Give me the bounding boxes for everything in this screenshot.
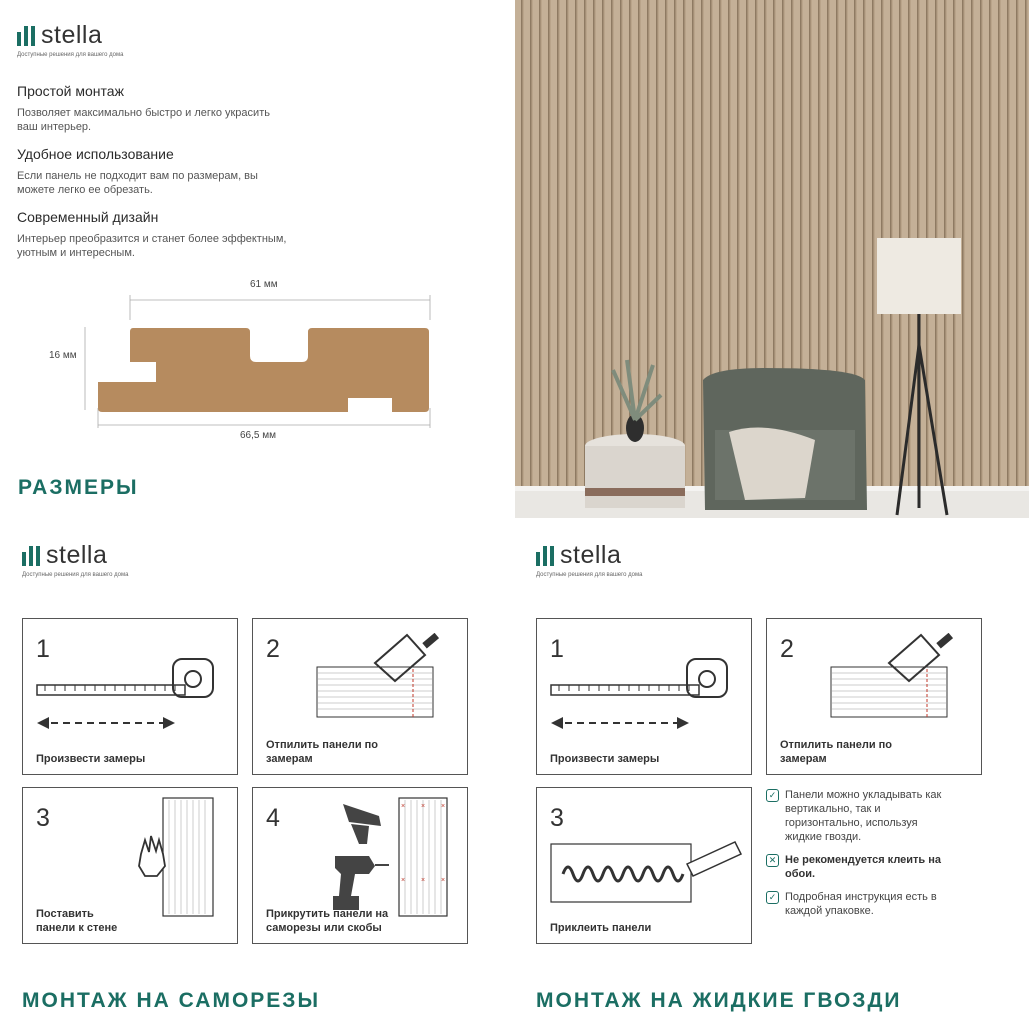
brand-logo [536,541,622,569]
logo-mark-icon [17,26,35,46]
brand-tagline: Доступные решения для вашего дома [22,572,129,578]
feature-title: Современный дизайн [17,209,159,225]
step-card-3 [22,787,238,944]
brand-name: stella [560,541,622,569]
brand-name: stella [41,21,103,49]
step-caption: Отпилить панели по замерам [266,739,378,765]
step-number: 3 [36,804,50,832]
section-heading-glue: МОНТАЖ НА ЖИДКИЕ ГВОЗДИ [536,989,902,1012]
step-caption: Прикрутить панели на саморезы или скобы [266,908,389,934]
step-caption: Произвести замеры [550,753,660,765]
brand-tagline: Доступные решения для вашего дома [17,52,124,58]
brand-logo [17,21,103,49]
step-number: 2 [266,635,280,663]
note-item [766,853,956,881]
step-caption: Произвести замеры [36,753,146,765]
step-card-2 [252,618,468,775]
svg-text:×: × [401,877,406,884]
interior-photo [515,0,1029,518]
note-text: Подробная инструкция есть в каждой упаковке. [785,891,937,917]
section-heading-screws: МОНТАЖ НА САМОРЕЗЫ [22,989,321,1012]
step-card-1 [22,618,238,775]
glue-gun-icon [549,836,745,906]
saw-icon [313,633,463,719]
check-icon: ✓ [766,789,779,802]
step-card-1 [536,618,752,775]
note-text: Панели можно укладывать как вертикально, так и горизонтально, используя жидкие гвозди. [785,789,942,843]
brand-tagline: Доступные решения для вашего дома [536,572,643,578]
dimension-bottom-width: 66,5 мм [240,430,276,441]
feature-text: Позволяет максимально быстро и легко украсить ваш интерьер. [17,107,270,133]
svg-text:×: × [401,803,406,810]
feature-title: Простой монтаж [17,83,124,99]
saw-icon [827,633,977,719]
logo-mark-icon [22,546,40,566]
dimension-top-width: 61 мм [250,279,278,290]
tape-measure-icon [549,653,749,733]
brand-logo [22,541,108,569]
step-number: 3 [550,804,564,832]
check-icon: ✓ [766,891,779,904]
panel-profile-diagram [80,290,440,430]
step-caption: Приклеить панели [550,922,652,934]
step-card-4 [252,787,468,944]
tape-measure-icon [35,653,235,733]
note-item [766,890,956,918]
step-card-3 [536,787,752,944]
cross-icon: ✕ [766,854,779,867]
feature-text: Интерьер преобразится и станет более эффектным, уютным и интересным. [17,233,287,259]
note-text: Не рекомендуется клеить на обои. [785,854,942,880]
step-number: 1 [550,635,564,663]
svg-text:×: × [441,803,446,810]
brand-name: stella [46,541,108,569]
logo-mark-icon [536,546,554,566]
svg-text:×: × [421,803,426,810]
feature-title: Удобное использование [17,146,174,162]
step-card-2 [766,618,982,775]
note-item [766,788,956,844]
section-heading-dimensions: РАЗМЕРЫ [18,476,139,499]
dimension-height: 16 мм [49,350,77,361]
svg-text:×: × [441,877,446,884]
step-number: 2 [780,635,794,663]
step-caption: Поставить панели к стене [36,908,118,934]
step-number: 1 [36,635,50,663]
stapler-drill-icon [329,796,459,918]
step-number: 4 [266,804,280,832]
svg-text:×: × [421,877,426,884]
panel-hand-icon [131,796,231,918]
feature-text: Если панель не подходит вам по размерам, вы можете легко ее обрезать. [17,170,258,196]
step-caption: Отпилить панели по замерам [780,739,892,765]
